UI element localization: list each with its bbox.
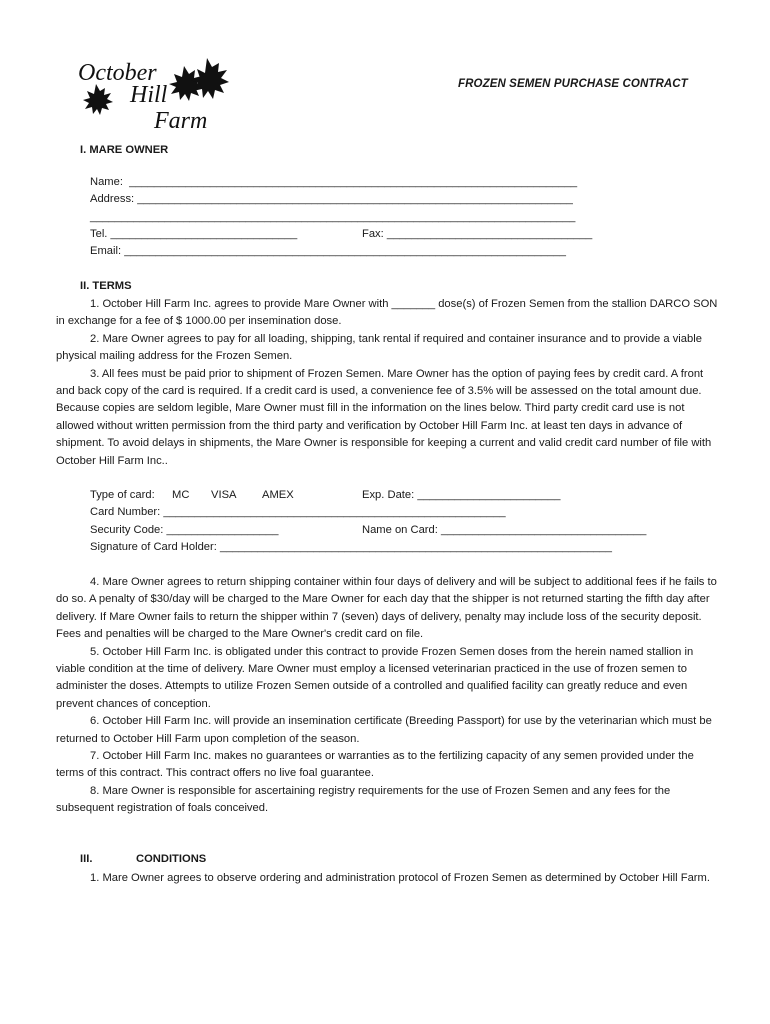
document-title: FROZEN SEMEN PURCHASE CONTRACT bbox=[458, 78, 688, 90]
card-signature-field[interactable]: Signature of Card Holder: _______________________________________________________________ bbox=[90, 541, 612, 553]
fax-field[interactable]: Fax: _________________________________ bbox=[362, 228, 593, 240]
name-on-card-field[interactable]: Name on Card: _________________________________ bbox=[362, 524, 647, 536]
section-mare-owner-heading: I. MARE OWNER bbox=[80, 144, 169, 156]
logo-line3: Farm bbox=[154, 108, 208, 134]
section-conditions-heading: CONDITIONS bbox=[136, 853, 207, 865]
name-field[interactable]: Name: ________________________________________________________________________ bbox=[90, 176, 578, 188]
term-6: 6. October Hill Farm Inc. will provide an insemination certificate (Breeding Passport) for use by the veterinarian which must be returned to October Hill Farm upon completion of the season. bbox=[56, 715, 712, 745]
security-code-field[interactable]: Security Code: __________________ bbox=[90, 524, 279, 536]
october-hill-farm-logo bbox=[76, 54, 246, 134]
condition-1: 1. Mare Owner agrees to observe ordering and administration protocol of Frozen Semen as determined by October Hill Farm. bbox=[90, 872, 710, 884]
term-1: 1. October Hill Farm Inc. agrees to provide Mare Owner with _______ dose(s) of Frozen Semen from the stallion DARCO SON in exchange for a fee of $ 1000.00 per insemination dose. bbox=[56, 298, 718, 328]
term-2: 2. Mare Owner agrees to pay for all loading, shipping, tank rental if required and container insurance and to provide a viable physical mailing address for the Frozen Semen. bbox=[56, 332, 702, 363]
address-line2-field[interactable]: ______________________________________________________________________________ bbox=[90, 211, 576, 223]
term-5: 5. October Hill Farm Inc. is obligated under this contract to provide Frozen Semen doses from the herein named stallion in viable condition at the time of delivery. Mare Owner must employ a licensed veterinarian practiced in the use of frozen semen to administer the doses. Attempts to utilize Frozen Semen outside of a controlled and qualified facility can greatly reduce and even prevent chances of conception. bbox=[56, 645, 694, 710]
logo-line1: October bbox=[78, 60, 157, 86]
card-type-visa[interactable]: VISA bbox=[211, 489, 237, 501]
section-conditions-number: III. bbox=[80, 853, 93, 865]
card-type-label: Type of card: bbox=[90, 489, 155, 501]
card-number-field[interactable]: Card Number: _______________________________________________________ bbox=[90, 506, 506, 518]
term-7: 7. October Hill Farm Inc. makes no guarantees or warranties as to the fertilizing capacity of any semen provided under the terms of this contract. This contract offers no live foal guarantee. bbox=[56, 750, 694, 780]
term-4: 4. Mare Owner agrees to return shipping container within four days of delivery and will be subject to additional fees if he fails to do so. A penalty of $30/day will be charged to the Mare Owner for each day that the shipper is not returned starting the fifth day after delivery. If Mare Owner fails to return the shipper within 7 (seven) days of delivery, penalty may include loss of the security deposit. Fees and penalties will be charged to the Mare Owner's credit card on file. bbox=[56, 576, 717, 641]
terms-block-1 bbox=[56, 296, 718, 470]
email-field[interactable]: Email: _______________________________________________________________________ bbox=[90, 245, 566, 257]
address-field[interactable]: Address: ______________________________________________________________________ bbox=[90, 193, 573, 205]
term-3: 3. All fees must be paid prior to shipment of Frozen Semen. Mare Owner has the option of paying fees by credit card. A front and back copy of the card is required. If a credit card is used, a convenience fee of 3.5% will be assessed on the total amount due. Because copies are seldom legible, Mare Owner must fill in the information on the lines below. Third party credit card use is not allowed without written permission from the third party and verification by October Hill Farm Inc. at least ten days in advance of shipment. To avoid delays in shipments, the Mare Owner is responsible for keeping a current and valid credit card number of file with October Hill Farm Inc.. bbox=[56, 367, 712, 467]
tel-field[interactable]: Tel. ______________________________ bbox=[90, 228, 298, 240]
logo-line2: Hill bbox=[130, 82, 168, 108]
term-8: 8. Mare Owner is responsible for ascertaining registry requirements for the use of Frozen Semen and any fees for the subsequent registration of foals conceived. bbox=[56, 784, 671, 815]
exp-date-field[interactable]: Exp. Date: _______________________ bbox=[362, 489, 561, 501]
section-terms-heading: II. TERMS bbox=[80, 280, 132, 292]
card-type-mc[interactable]: MC bbox=[172, 489, 190, 501]
conditions-block bbox=[56, 870, 718, 887]
terms-block-2 bbox=[56, 574, 718, 818]
card-type-amex[interactable]: AMEX bbox=[262, 489, 294, 501]
